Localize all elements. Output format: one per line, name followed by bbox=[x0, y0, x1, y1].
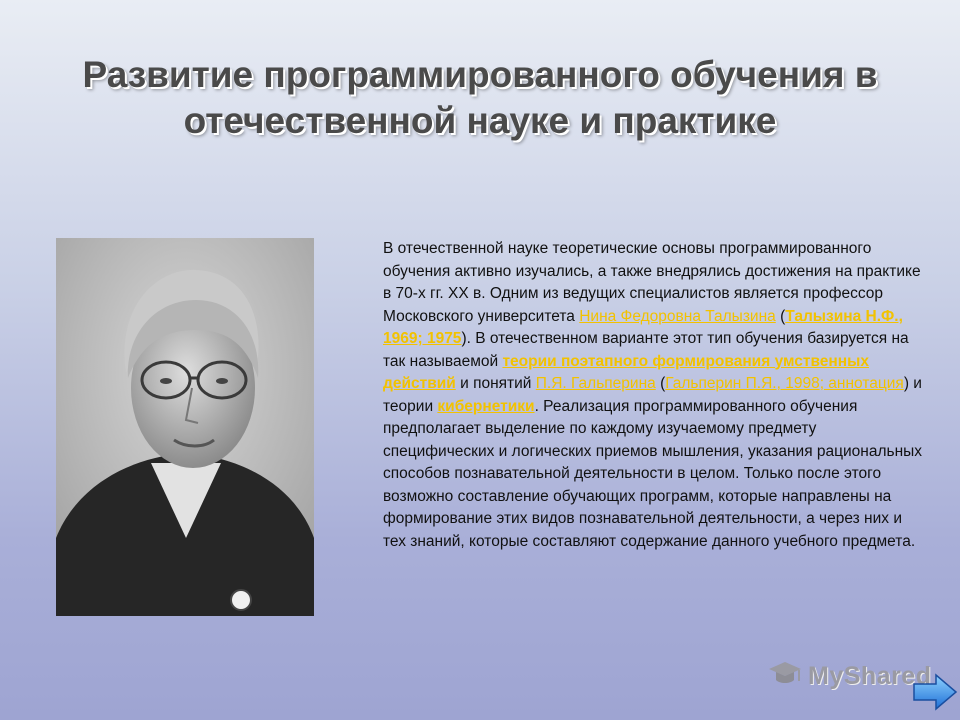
watermark-text: MyShared bbox=[808, 661, 932, 690]
body-text-part: . Реализация программированного обучения предполагает выделение по каждому изучаемому предмету специфических и логических приемов мышления, указания рациональных способов познавательной деятельности в целом. Только после этого возможно составление обучающих программ, которые направлены на формирование этих видов познавательной деятельности, а через них и тех знаний, которые составляют содержание данного учебного предмета. bbox=[383, 397, 923, 550]
slide-title: Развитие программированного обучения в отечественной науке и практике bbox=[82, 54, 878, 141]
body-text-part: В отечественной науке теоретические основы программированного обучения активно изучались, а также внедрялись достижения на практике в 70-х гг. ХХ в. Одним из ведущих специалистов является профессор Московского университета bbox=[383, 240, 921, 325]
link-theory-stepwise-formation[interactable]: теории поэтапного формирования умственных действий bbox=[383, 352, 869, 392]
slide-body-text bbox=[383, 238, 923, 553]
link-galperin-reference[interactable]: Гальперин П.Я., 1998; аннотация bbox=[665, 375, 904, 392]
arrow-right-icon bbox=[912, 672, 958, 712]
body-text-part: ( bbox=[655, 375, 666, 392]
myshared-watermark bbox=[768, 658, 931, 694]
next-slide-button[interactable] bbox=[912, 672, 958, 712]
link-cybernetics[interactable]: кибернетики bbox=[437, 397, 535, 415]
link-talyzina-reference[interactable]: Талызина Н.Ф., 1969; 1975 bbox=[383, 307, 903, 347]
link-talyzina[interactable]: Нина Федоровна Талызина bbox=[579, 307, 776, 325]
body-text-part: и понятий bbox=[455, 375, 536, 392]
body-text-part: ). В отечественном варианте этот тип обучения базируется на так называемой bbox=[383, 330, 909, 370]
mortarboard-icon bbox=[768, 659, 802, 694]
body-text-part: ( bbox=[775, 307, 786, 325]
body-text-part: ) и теории bbox=[383, 375, 922, 415]
portrait-photo bbox=[56, 238, 314, 616]
link-galperin[interactable]: П.Я. Гальперина bbox=[535, 375, 656, 392]
